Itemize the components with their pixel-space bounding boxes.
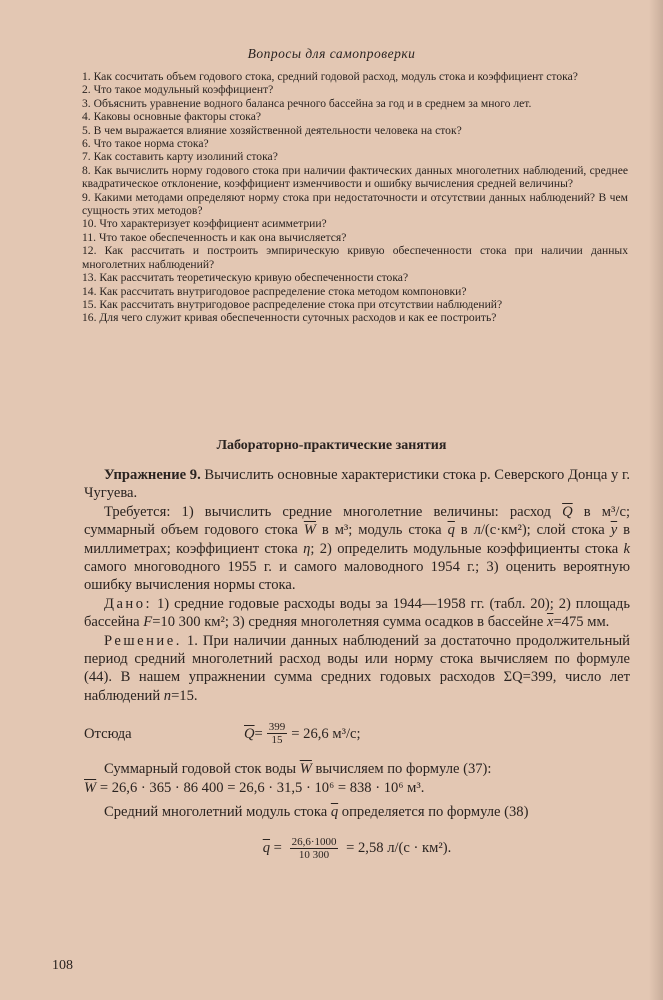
required-text: в миллиметрах; коэффициент стока — [84, 522, 630, 557]
symbol-eta: η — [303, 540, 311, 557]
exercise-text: Вычислить основные характеристики стока р. Северского Донца у г. Чугуева. — [84, 467, 630, 502]
required-text: 1) вычислить средние многолетние величины: расход — [170, 503, 563, 520]
question-item: 7. Как составить карту изолиний стока? — [82, 150, 278, 164]
symbol-f: F — [143, 614, 153, 631]
symbol-w-mean: $\overline{W}$ — [299, 761, 312, 778]
question-item: 2. Что такое модульный коэффициент? — [82, 83, 274, 97]
symbol-q-mean: $\overline{Q}$ — [562, 503, 573, 520]
solution-label: Решение. — [104, 632, 182, 649]
symbol-q-small-mean: $\overline{q}$ — [330, 804, 339, 821]
required-text: в л/(с·км²); слой стока — [454, 522, 611, 539]
formula-symbol-q: $\overline{Q}$ — [244, 725, 255, 742]
solution-text: 1. При наличии данных наблюдений за достаточно продолжительный период средний многолетний расход воды или норму стока вычисляем по формуле (44). В нашем упражнении сумма средних годовых расходов ΣQ=399, число лет наблюдений — [84, 632, 630, 704]
question-item: 1. Как сосчитать объем годового стока, средний годовой расход, модуль стока и коэффициент стока? — [82, 70, 578, 83]
required-text: в м³/с; суммарный объем годового стока — [84, 503, 631, 539]
question-item: 12. Как рассчитать и построить эмпирическую кривую обеспеченности стока при наличии данных многолетних наблюдений? — [82, 244, 628, 271]
exercise-label: Упражнение 9. — [104, 467, 201, 483]
symbol-x-mean: $\overline{x}$ — [546, 614, 554, 631]
page-edge-shadow — [649, 0, 663, 1000]
modulus-text: Средний многолетний модуль стока — [104, 804, 331, 821]
solution-paragraph — [84, 632, 630, 706]
formula-runoff-modulus — [84, 836, 630, 861]
volume-text: вычисляем по формуле (37): — [311, 761, 492, 778]
symbol-w-mean: $\overline{W}$ — [303, 522, 316, 539]
formula-result: = 26,6 м³/с; — [291, 725, 361, 742]
modulus-paragraph — [84, 803, 630, 821]
question-item: 10. Что характеризует коэффициент асимметрии? — [82, 217, 327, 231]
volume-equation — [84, 779, 630, 797]
modulus-text: определяется по формуле (38) — [338, 804, 529, 821]
symbol-q-small-mean: $\overline{q}$ — [447, 522, 455, 539]
question-item: 9. Какими методами определяют норму стока при недостаточности и отсутствии данных наблюдений? В чем сущность этих методов? — [82, 190, 628, 218]
fraction-numerator: 399 — [268, 721, 286, 734]
running-header: Вопросы для самопроверки — [247, 46, 416, 61]
question-item: 13. Как рассчитать теоретическую кривую обеспеченности стока? — [82, 271, 409, 285]
symbol-n: n — [163, 687, 172, 704]
required-text: самого многоводного 1955 г. и самого маловодного 1954 г.; 3) оценить вероятную ошибку вычисления нормы стока. — [84, 559, 630, 594]
question-item: 11. Что такое обеспеченность и как она вычисляется? — [82, 230, 347, 244]
given-text: =475 мм. — [553, 614, 610, 631]
symbol-k: k — [623, 540, 630, 557]
fraction — [290, 836, 339, 861]
question-item: 15. Как рассчитать внутригодовое распределение стока при отсутствии наблюдений? — [82, 297, 503, 311]
formula-symbol-q-small: $\overline{q}$ — [262, 839, 271, 856]
formula-mean-discharge — [84, 721, 630, 746]
section-title: Лабораторно-практические занятия — [216, 438, 447, 453]
formula-equals: = — [270, 839, 286, 856]
question-item: 8. Как вычислить норму годового стока при наличии фактических данных многолетних наблюдений, среднее квадратическое отклонение, коэффициент изменчивости и ошибку вычисления средней величины? — [82, 163, 628, 191]
given-label: Дано: — [104, 595, 153, 612]
fraction-numerator: 26,6·1000 — [291, 835, 337, 848]
required-text: в м³; модуль стока — [315, 522, 448, 539]
question-item: 14. Как рассчитать внутригодовое распределение стока методом компоновки? — [82, 284, 467, 298]
exercise-statement — [84, 466, 630, 503]
fraction — [267, 721, 288, 746]
volume-paragraph — [84, 760, 630, 778]
volume-text: Суммарный годовой сток воды — [104, 761, 300, 778]
question-item: 5. В чем выражается влияние хозяйственной деятельности человека на сток? — [82, 123, 462, 137]
question-list — [82, 70, 628, 325]
solution-text: =15. — [171, 687, 198, 704]
symbol-w-mean: $\overline{W}$ — [84, 779, 97, 796]
formula-lead-word: Отсюда — [84, 725, 132, 742]
question-item: 6. Что такое норма стока? — [82, 137, 209, 151]
question-item: 4. Каковы основные факторы стока? — [82, 110, 262, 124]
volume-equation-text: = 26,6 · 365 · 86 400 = 26,6 · 31,5 · 10⁶ = 838 · 10⁶ м³. — [96, 779, 425, 796]
formula-equals: = — [254, 725, 263, 742]
formula-result: = 2,58 л/(с · км²). — [342, 839, 452, 856]
given-text: =10 300 км²; 3) средняя многолетняя сумма осадков в бассейне — [152, 614, 547, 631]
required-label: Требуется: — [104, 503, 171, 520]
required-paragraph — [84, 503, 630, 595]
fraction-denominator: 10 300 — [298, 848, 330, 861]
required-text: ; 2) определить модульные коэффициенты стока — [310, 540, 624, 557]
page-number: 108 — [52, 958, 73, 973]
question-item: 16. Для чего служит кривая обеспеченности суточных расходов и как ее построить? — [82, 311, 497, 325]
fraction-denominator: 15 — [271, 734, 283, 747]
given-paragraph — [84, 595, 630, 632]
given-text: 1) средние годовые расходы воды за 1944—1958 гг. (табл. 20); 2) площадь бассейна — [84, 595, 630, 631]
symbol-y-mean: $\overline{y}$ — [610, 522, 618, 539]
exercise-body — [84, 466, 630, 861]
question-item: 3. Объяснить уравнение водного баланса речного бассейна за год и в среднем за много лет. — [82, 96, 532, 110]
